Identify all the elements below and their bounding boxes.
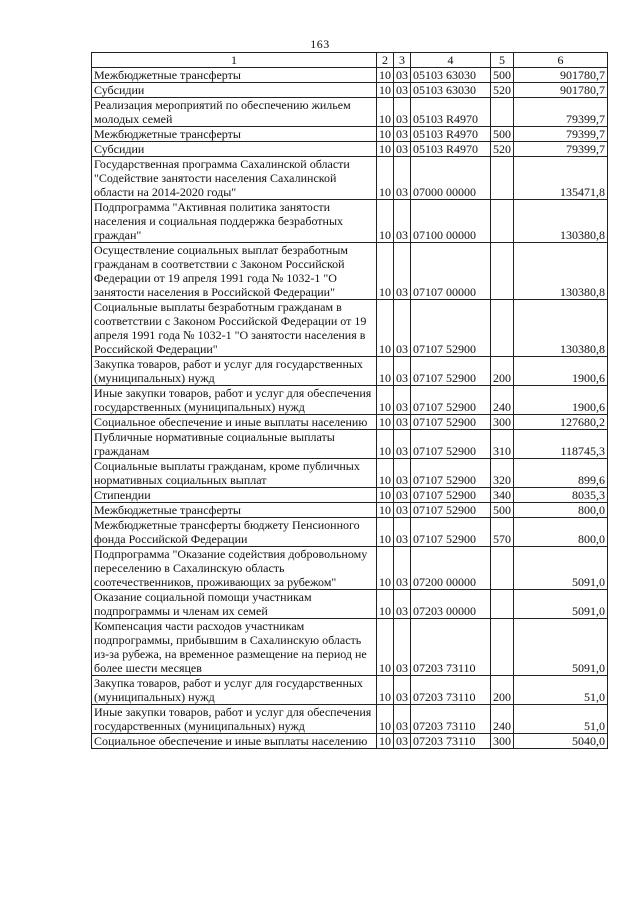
amount-cell: 130380,8 xyxy=(514,243,608,300)
table-row xyxy=(92,734,608,749)
expense-name-cell: Иные закупки товаров, работ и услуг для обеспечения государственных (муниципальных) нужд xyxy=(92,705,377,734)
column-header-3: 3 xyxy=(394,53,411,68)
expense-name-cell: Публичные нормативные социальные выплаты гражданам xyxy=(92,430,377,459)
table-row xyxy=(92,619,608,676)
subsection-code-cell: 03 xyxy=(394,83,411,98)
table-row xyxy=(92,68,608,83)
section-code-cell: 10 xyxy=(377,415,394,430)
target-article-code-cell: 07000 00000 xyxy=(411,157,491,200)
section-code-cell: 10 xyxy=(377,200,394,243)
section-code-cell: 10 xyxy=(377,357,394,386)
section-code-cell: 10 xyxy=(377,547,394,590)
table-row xyxy=(92,590,608,619)
subsection-code-cell: 03 xyxy=(394,590,411,619)
amount-cell: 1900,6 xyxy=(514,357,608,386)
target-article-code-cell: 07107 52900 xyxy=(411,518,491,547)
subsection-code-cell: 03 xyxy=(394,619,411,676)
section-code-cell: 10 xyxy=(377,619,394,676)
target-article-code-cell: 07203 00000 xyxy=(411,590,491,619)
section-code-cell: 10 xyxy=(377,142,394,157)
subsection-code-cell: 03 xyxy=(394,459,411,488)
target-article-code-cell: 07107 52900 xyxy=(411,300,491,357)
expense-name-cell: Стипендии xyxy=(92,488,377,503)
section-code-cell: 10 xyxy=(377,243,394,300)
amount-cell: 800,0 xyxy=(514,503,608,518)
amount-cell: 127680,2 xyxy=(514,415,608,430)
expense-name-cell: Социальное обеспечение и иные выплаты населению xyxy=(92,415,377,430)
expense-type-code-cell: 240 xyxy=(491,705,514,734)
table-row xyxy=(92,200,608,243)
expense-name-cell: Межбюджетные трансферты xyxy=(92,127,377,142)
subsection-code-cell: 03 xyxy=(394,357,411,386)
expense-type-code-cell xyxy=(491,157,514,200)
section-code-cell: 10 xyxy=(377,705,394,734)
table-row xyxy=(92,127,608,142)
expense-type-code-cell xyxy=(491,547,514,590)
table-row xyxy=(92,83,608,98)
table-row xyxy=(92,547,608,590)
subsection-code-cell: 03 xyxy=(394,300,411,357)
expense-type-code-cell: 310 xyxy=(491,430,514,459)
subsection-code-cell: 03 xyxy=(394,98,411,127)
table-body xyxy=(92,68,608,749)
column-header-4: 4 xyxy=(411,53,491,68)
column-header-2: 2 xyxy=(377,53,394,68)
amount-cell: 130380,8 xyxy=(514,300,608,357)
target-article-code-cell: 07203 73110 xyxy=(411,734,491,749)
amount-cell: 79399,7 xyxy=(514,142,608,157)
target-article-code-cell: 07107 52900 xyxy=(411,503,491,518)
target-article-code-cell: 07100 00000 xyxy=(411,200,491,243)
expense-type-code-cell xyxy=(491,200,514,243)
subsection-code-cell: 03 xyxy=(394,503,411,518)
expense-type-code-cell xyxy=(491,98,514,127)
expense-type-code-cell: 300 xyxy=(491,415,514,430)
table-row xyxy=(92,357,608,386)
subsection-code-cell: 03 xyxy=(394,200,411,243)
expense-name-cell: Социальное обеспечение и иные выплаты населению xyxy=(92,734,377,749)
target-article-code-cell: 07107 52900 xyxy=(411,459,491,488)
expense-name-cell: Подпрограмма "Активная политика занятости населения и социальная поддержка безработных граждан" xyxy=(92,200,377,243)
expense-name-cell: Государственная программа Сахалинской области "Содействие занятости населения Сахалинской области на 2014-2020 годы" xyxy=(92,157,377,200)
expense-name-cell: Межбюджетные трансферты бюджету Пенсионного фонда Российской Федерации xyxy=(92,518,377,547)
table-row xyxy=(92,386,608,415)
subsection-code-cell: 03 xyxy=(394,734,411,749)
expense-name-cell: Межбюджетные трансферты xyxy=(92,68,377,83)
section-code-cell: 10 xyxy=(377,459,394,488)
target-article-code-cell: 05103 R4970 xyxy=(411,142,491,157)
target-article-code-cell: 05103 63030 xyxy=(411,68,491,83)
target-article-code-cell: 07107 52900 xyxy=(411,488,491,503)
table-row xyxy=(92,300,608,357)
subsection-code-cell: 03 xyxy=(394,415,411,430)
subsection-code-cell: 03 xyxy=(394,243,411,300)
target-article-code-cell: 07203 73110 xyxy=(411,676,491,705)
expense-type-code-cell: 200 xyxy=(491,676,514,705)
amount-cell: 5040,0 xyxy=(514,734,608,749)
target-article-code-cell: 07107 52900 xyxy=(411,357,491,386)
table-row xyxy=(92,98,608,127)
expense-name-cell: Субсидии xyxy=(92,142,377,157)
table-row xyxy=(92,705,608,734)
section-code-cell: 10 xyxy=(377,127,394,142)
expense-type-code-cell: 520 xyxy=(491,83,514,98)
expense-name-cell: Закупка товаров, работ и услуг для государственных (муниципальных) нужд xyxy=(92,357,377,386)
target-article-code-cell: 07203 73110 xyxy=(411,619,491,676)
table-row xyxy=(92,488,608,503)
expense-name-cell: Межбюджетные трансферты xyxy=(92,503,377,518)
table-row xyxy=(92,157,608,200)
target-article-code-cell: 07107 52900 xyxy=(411,386,491,415)
subsection-code-cell: 03 xyxy=(394,676,411,705)
section-code-cell: 10 xyxy=(377,300,394,357)
expense-name-cell: Оказание социальной помощи участникам подпрограммы и членам их семей xyxy=(92,590,377,619)
expense-name-cell: Компенсация части расходов участникам подпрограммы, прибывшим в Сахалинскую область из-за рубежа, на временное размещение на период не более шести месяцев xyxy=(92,619,377,676)
subsection-code-cell: 03 xyxy=(394,68,411,83)
target-article-code-cell: 07107 00000 xyxy=(411,243,491,300)
expense-type-code-cell: 570 xyxy=(491,518,514,547)
amount-cell: 901780,7 xyxy=(514,68,608,83)
target-article-code-cell: 07107 52900 xyxy=(411,415,491,430)
amount-cell: 135471,8 xyxy=(514,157,608,200)
subsection-code-cell: 03 xyxy=(394,386,411,415)
target-article-code-cell: 07200 00000 xyxy=(411,547,491,590)
target-article-code-cell: 05103 R4970 xyxy=(411,127,491,142)
section-code-cell: 10 xyxy=(377,68,394,83)
expense-name-cell: Подпрограмма "Оказание содействия добровольному переселению в Сахалинскую область соотечественников, проживающих за рубежом" xyxy=(92,547,377,590)
subsection-code-cell: 03 xyxy=(394,488,411,503)
amount-cell: 899,6 xyxy=(514,459,608,488)
table-row xyxy=(92,518,608,547)
section-code-cell: 10 xyxy=(377,676,394,705)
amount-cell: 51,0 xyxy=(514,676,608,705)
expense-type-code-cell: 500 xyxy=(491,503,514,518)
expense-name-cell: Закупка товаров, работ и услуг для государственных (муниципальных) нужд xyxy=(92,676,377,705)
subsection-code-cell: 03 xyxy=(394,430,411,459)
expense-type-code-cell xyxy=(491,243,514,300)
expense-type-code-cell: 500 xyxy=(491,127,514,142)
amount-cell: 5091,0 xyxy=(514,547,608,590)
amount-cell: 79399,7 xyxy=(514,98,608,127)
table-row xyxy=(92,430,608,459)
target-article-code-cell: 05103 63030 xyxy=(411,83,491,98)
expense-type-code-cell xyxy=(491,590,514,619)
subsection-code-cell: 03 xyxy=(394,705,411,734)
amount-cell: 118745,3 xyxy=(514,430,608,459)
table-row xyxy=(92,459,608,488)
expense-type-code-cell: 320 xyxy=(491,459,514,488)
column-header-1: 1 xyxy=(92,53,377,68)
section-code-cell: 10 xyxy=(377,734,394,749)
target-article-code-cell: 07203 73110 xyxy=(411,705,491,734)
table-row xyxy=(92,676,608,705)
amount-cell: 5091,0 xyxy=(514,619,608,676)
expense-type-code-cell xyxy=(491,300,514,357)
amount-cell: 130380,8 xyxy=(514,200,608,243)
amount-cell: 51,0 xyxy=(514,705,608,734)
amount-cell: 8035,3 xyxy=(514,488,608,503)
section-code-cell: 10 xyxy=(377,430,394,459)
table-row xyxy=(92,142,608,157)
table-row xyxy=(92,503,608,518)
table-row xyxy=(92,243,608,300)
subsection-code-cell: 03 xyxy=(394,142,411,157)
expense-type-code-cell: 500 xyxy=(491,68,514,83)
subsection-code-cell: 03 xyxy=(394,127,411,142)
section-code-cell: 10 xyxy=(377,488,394,503)
amount-cell: 901780,7 xyxy=(514,83,608,98)
expense-type-code-cell: 240 xyxy=(491,386,514,415)
expense-type-code-cell: 520 xyxy=(491,142,514,157)
section-code-cell: 10 xyxy=(377,157,394,200)
page-number: 163 xyxy=(310,37,330,51)
expense-type-code-cell: 200 xyxy=(491,357,514,386)
expense-type-code-cell: 300 xyxy=(491,734,514,749)
expense-type-code-cell: 340 xyxy=(491,488,514,503)
column-header-5: 5 xyxy=(491,53,514,68)
table-row xyxy=(92,415,608,430)
amount-cell: 1900,6 xyxy=(514,386,608,415)
section-code-cell: 10 xyxy=(377,83,394,98)
section-code-cell: 10 xyxy=(377,386,394,415)
expense-name-cell: Осуществление социальных выплат безработным гражданам в соответствии с Законом Российской Федерации от 19 апреля 1991 года № 1032-1 "О занятости населения в Российской Федерации" xyxy=(92,243,377,300)
subsection-code-cell: 03 xyxy=(394,518,411,547)
expense-type-code-cell xyxy=(491,619,514,676)
expense-name-cell: Социальные выплаты гражданам, кроме публичных нормативных социальных выплат xyxy=(92,459,377,488)
section-code-cell: 10 xyxy=(377,590,394,619)
target-article-code-cell: 05103 R4970 xyxy=(411,98,491,127)
amount-cell: 800,0 xyxy=(514,518,608,547)
amount-cell: 79399,7 xyxy=(514,127,608,142)
expense-name-cell: Иные закупки товаров, работ и услуг для обеспечения государственных (муниципальных) нужд xyxy=(92,386,377,415)
target-article-code-cell: 07107 52900 xyxy=(411,430,491,459)
expense-name-cell: Социальные выплаты безработным гражданам в соответствии с Законом Российской Федерации от 19 апреля 1991 года № 1032-1 "О занятости населения в Российской Федерации" xyxy=(92,300,377,357)
subsection-code-cell: 03 xyxy=(394,547,411,590)
expense-name-cell: Субсидии xyxy=(92,83,377,98)
section-code-cell: 10 xyxy=(377,98,394,127)
amount-cell: 5091,0 xyxy=(514,590,608,619)
table-header-row xyxy=(92,53,608,68)
section-code-cell: 10 xyxy=(377,518,394,547)
section-code-cell: 10 xyxy=(377,503,394,518)
expense-name-cell: Реализация мероприятий по обеспечению жильем молодых семей xyxy=(92,98,377,127)
budget-table xyxy=(91,52,608,749)
subsection-code-cell: 03 xyxy=(394,157,411,200)
column-header-6: 6 xyxy=(514,53,608,68)
